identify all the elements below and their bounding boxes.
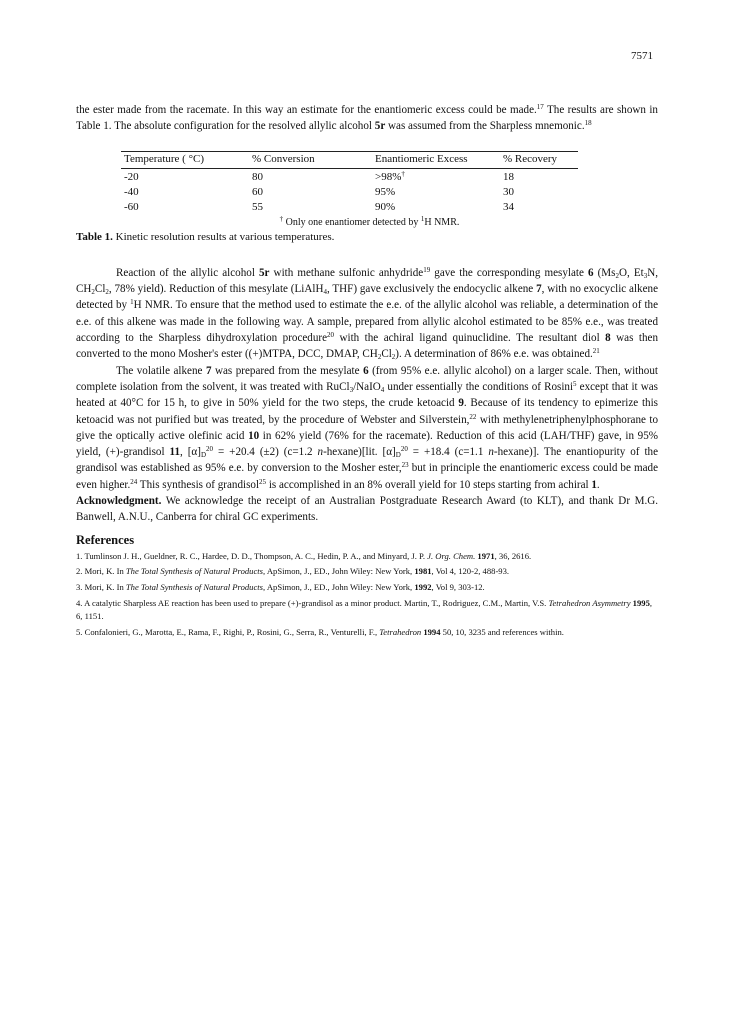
- table-cell: 90%: [375, 200, 396, 213]
- table-cell: -60: [124, 200, 139, 213]
- intro-paragraph: the ester made from the racemate. In this way an estimate for the enantiomeric excess could be made.$^{17}$ The results are shown in Table 1. The absolute configuration for the resolved allylic alcohol 5r was assumed from the Sharpless mnemonic.$^{18}$: [76, 103, 658, 133]
- dagger-mark: †: [401, 169, 405, 178]
- results-table: [121, 151, 578, 215]
- results-table-block: [121, 151, 578, 229]
- reference-item: 3. Mori, K. In The Total Synthesis of Natural Products, ApSimon, J., ED., John Wiley: New York, 1992, Vol 9, 303-12.: [76, 582, 485, 593]
- reference-item: 1. Tumlinson J. H., Gueldner, R. C., Hardee, D. D., Thompson, A. C., Hedin, P. A., and Minyard, J. P. J. Org. Chem. 1971, 36, 2616.: [76, 550, 532, 561]
- table-header: Temperature ( °C): [121, 151, 249, 168]
- references-list: [76, 550, 658, 639]
- table-caption: Table 1. Kinetic resolution results at various temperatures.: [76, 230, 335, 243]
- table-cell: -40: [124, 185, 139, 198]
- table-cell: -20: [124, 170, 139, 183]
- table-footnote: † Only one enantiomer detected by $^1$H NMR.: [279, 214, 460, 228]
- table-cell: 80: [252, 170, 263, 183]
- body-paragraph: Reaction of the allylic alcohol 5r with methane sulfonic anhydride$^{19}$ gave the corresponding mesylate 6 ($Ms_2O$, $Et_3N$, $CH_2Cl_2$, 78% yield). Reduction of this mesylate (LiAlH$_4$, THF) gave exclusively the endocyclic alkene 7, with no exocyclic alkene detected by $^1$H NMR. To ensure that the method used to estimate the e.e. of the allylic alcohol was reliable, a determination of the e.e. of this alkene was made in the following way. A sample, prepared from allylic alcohol estimated to be 85% e.e., was treated according to the Sharpless dihydroxylation procedure$^{20}$ with the achiral ligand quinuclidine. The resultant diol 8 was then converted to the mono Mosher's ester ((+)MTPA, DCC, DMAP, $CH_2Cl_2$). A determination of 86% e.e. was obtained.$^{21}$: [76, 265, 659, 362]
- table-cell: 30: [503, 185, 514, 198]
- table-header: % Recovery: [500, 151, 578, 168]
- table-cell: 55: [252, 200, 263, 213]
- acknowledgment: Acknowledgment. We acknowledge the receipt of an Australian Postgraduate Research Award (to KLT), and thank Dr M.G. Banwell, A.N.U., Canberra for chiral GC experiments.: [76, 495, 658, 524]
- table-cell: 18: [503, 170, 514, 183]
- body-paragraph: The volatile alkene 7 was prepared from the mesylate 6 (from 95% e.e. allylic alcohol) on a larger scale. Then, without complete isolation from the solvent, it was treated with RuCl$_3$/NaIO$_4$ under essentially the conditions of Rosini$^5$ except that it was heated at 40°C for 15 h, to give in 50% yield for the two steps, the crude ketoacid 9. Because of its tendency to epimerize this ketoacid was not purified but was treated, by the procedure of Webster and Silverstein,$^{22}$ with methylenetriphenylphosphorane to give the optically active olefinic acid 10 in 62% yield (76% for the racemate). Reduction of this acid (LAH/THF) gave, in 95% yield, (+)-grandisol 11, $[\alpha]_D^{20} = +20.4$ (±2) (c=1.2 n-hexane)[lit. $[\alpha]_D^{20} = +18.4$ (c=1.1 n-hexane)]. The enantiopurity of the grandisol was established as 95% e.e. by conversion to the Mosher ester,$^{23}$ but in principle the enantiomeric excess could be made even higher.$^{24}$ This synthesis of grandisol$^{25}$ is accomplished in an 8% overall yield for 10 steps starting from achiral 1.: [76, 364, 659, 491]
- table-cell: 95%: [375, 185, 396, 198]
- table-header: % Conversion: [249, 151, 372, 168]
- table-cell: 60: [252, 185, 263, 198]
- reference-item: 2. Mori, K. In The Total Synthesis of Natural Products, ApSimon, J., ED., John Wiley: New York, 1981, Vol 4, 120-2, 488-93.: [76, 566, 510, 577]
- table-row: [121, 168, 578, 185]
- references-heading: References: [76, 532, 135, 547]
- table-cell: 34: [503, 200, 514, 213]
- page-content: [76, 102, 658, 641]
- reference-item: 5. Confalonieri, G., Marotta, E., Rama, F., Righi, P., Rosini, G., Serra, R., Venturelli, F., Tetrahedron 1994 50, 10, 3235 and references within.: [76, 626, 564, 637]
- table-header: Enantiomeric Excess: [372, 151, 500, 168]
- reference-item: 4. A catalytic Sharpless AE reaction has been used to prepare (+)-grandisol as a minor product. Martin, T., Rodriguez, C.M., Martin, V.S. Tetrahedron Asymmetry 1995, 6, 1151.: [76, 598, 653, 621]
- page-number: 7571: [631, 50, 653, 62]
- table-row: [121, 200, 578, 215]
- table-cell: >98%†: [375, 169, 405, 183]
- table-row: [121, 185, 578, 200]
